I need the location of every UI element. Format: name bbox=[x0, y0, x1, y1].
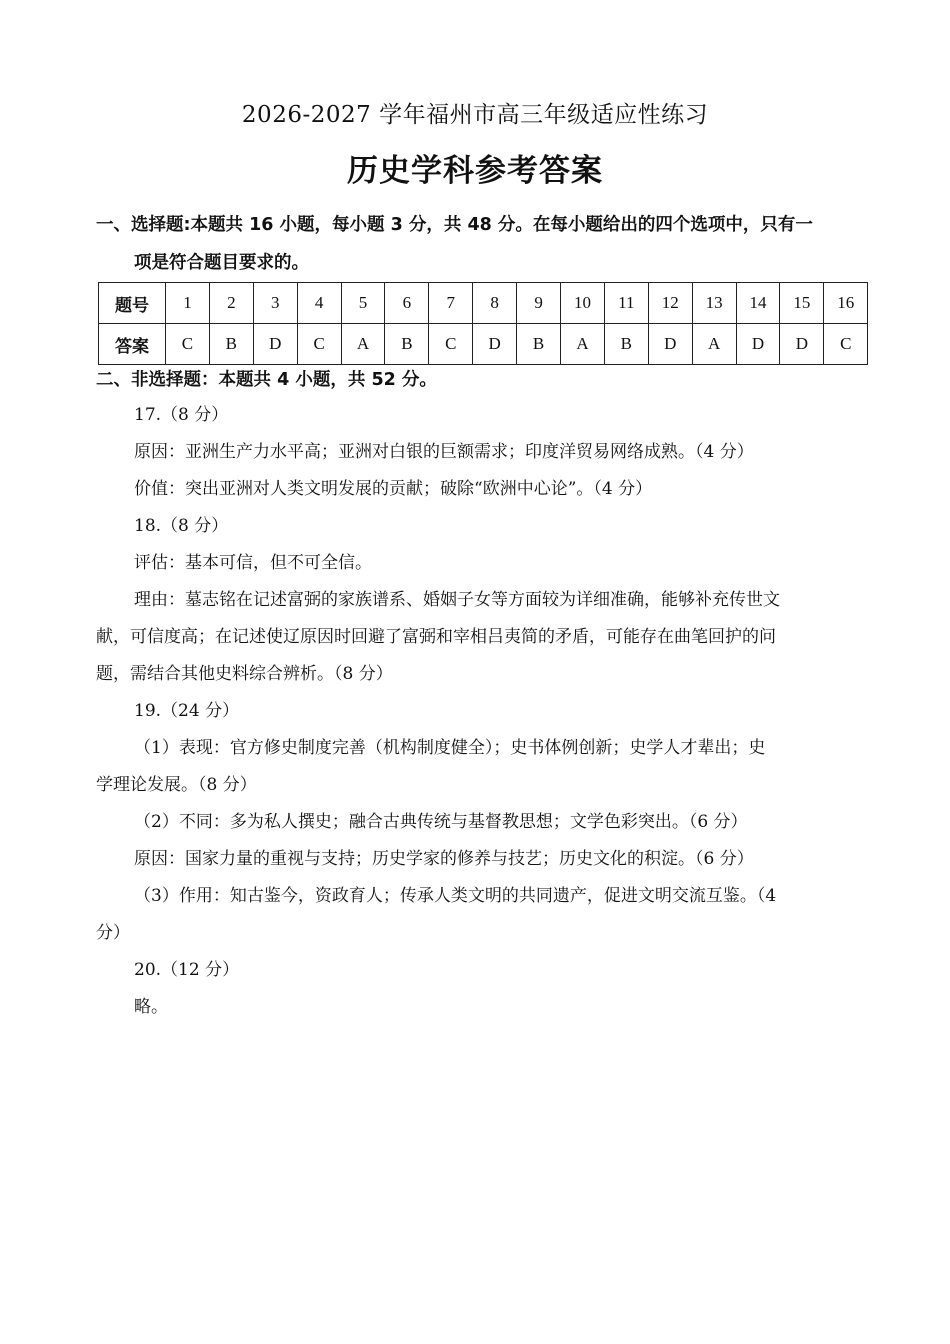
section2-heading: 二、非选择题：本题共 4 小题，共 52 分。 bbox=[96, 370, 437, 390]
q19-part1-line1: （1）表现：官方修史制度完善（机构制度健全）；史书体例创新；史学人才辈出；史 bbox=[134, 738, 766, 758]
q19-part1-line2: 学理论发展。（8 分） bbox=[96, 775, 257, 795]
q17-reason: 原因：亚洲生产力水平高；亚洲对白银的巨额需求；印度洋贸易网络成熟。（4 分） bbox=[134, 442, 754, 462]
question-number: 1 bbox=[166, 283, 210, 324]
answer-cell: D bbox=[253, 324, 297, 365]
question-number: 16 bbox=[824, 283, 868, 324]
q19-part2: （2）不同：多为私人撰史；融合古典传统与基督教思想；文学色彩突出。（6 分） bbox=[134, 812, 748, 832]
question-number: 11 bbox=[604, 283, 648, 324]
answer-cell: D bbox=[473, 324, 517, 365]
q18-reason-line2: 献，可信度高；在记述使辽原因时回避了富弼和宰相吕夷简的矛盾，可能存在曲笔回护的问 bbox=[96, 627, 776, 647]
question-number: 4 bbox=[297, 283, 341, 324]
section1-heading-line1: 一、选择题:本题共 16 小题，每小题 3 分，共 48 分。在每小题给出的四个选项中，只有一 bbox=[96, 215, 813, 235]
question-number: 12 bbox=[648, 283, 692, 324]
q19-part3-line2: 分） bbox=[96, 923, 130, 943]
row-label-answer: 答案 bbox=[99, 324, 166, 365]
answer-cell: C bbox=[297, 324, 341, 365]
question-number: 14 bbox=[736, 283, 780, 324]
q19-label: 19.（24 分） bbox=[134, 701, 240, 721]
q20-label: 20.（12 分） bbox=[134, 960, 240, 980]
answer-cell: C bbox=[824, 324, 868, 365]
answer-cell: C bbox=[429, 324, 473, 365]
row-label-number: 题号 bbox=[99, 283, 166, 324]
answer-cell: D bbox=[736, 324, 780, 365]
answer-cell: B bbox=[517, 324, 561, 365]
question-number: 3 bbox=[253, 283, 297, 324]
answer-cell: B bbox=[385, 324, 429, 365]
question-number: 10 bbox=[561, 283, 605, 324]
q19-part3-line1: （3）作用：知古鉴今，资政育人；传承人类文明的共同遗产，促进文明交流互鉴。（4 bbox=[134, 886, 777, 906]
answer-cell: A bbox=[341, 324, 385, 365]
q18-label: 18.（8 分） bbox=[134, 516, 229, 536]
answer-cell: A bbox=[561, 324, 605, 365]
q20-answer: 略。 bbox=[134, 997, 168, 1017]
answer-cell: B bbox=[604, 324, 648, 365]
question-number: 2 bbox=[209, 283, 253, 324]
question-number: 13 bbox=[692, 283, 736, 324]
section2-body bbox=[96, 397, 856, 1026]
question-number: 7 bbox=[429, 283, 473, 324]
question-number: 15 bbox=[780, 283, 824, 324]
answer-table bbox=[98, 282, 868, 365]
table-row-numbers bbox=[99, 283, 868, 324]
answer-cell: D bbox=[780, 324, 824, 365]
q18-reason-line1: 理由：墓志铭在记述富弼的家族谱系、婚姻子女等方面较为详细准确，能够补充传世文 bbox=[134, 590, 780, 610]
table-row-answers bbox=[99, 324, 868, 365]
answer-cell: A bbox=[692, 324, 736, 365]
answer-cell: C bbox=[166, 324, 210, 365]
question-number: 9 bbox=[517, 283, 561, 324]
q18-evaluation: 评估：基本可信，但不可全信。 bbox=[134, 553, 372, 573]
question-number: 8 bbox=[473, 283, 517, 324]
section1-heading-line2: 项是符合题目要求的。 bbox=[134, 253, 309, 273]
exam-title: 2026-2027 学年福州市高三年级适应性练习 bbox=[241, 102, 709, 128]
section1-heading bbox=[96, 206, 866, 282]
answer-cell: D bbox=[648, 324, 692, 365]
question-number: 6 bbox=[385, 283, 429, 324]
page-title: 历史学科参考答案 bbox=[347, 153, 603, 189]
answer-cell: B bbox=[209, 324, 253, 365]
q17-value: 价值：突出亚洲对人类文明发展的贡献；破除“欧洲中心论”。（4 分） bbox=[134, 479, 653, 499]
q18-reason-line3: 题，需结合其他史料综合辨析。（8 分） bbox=[96, 664, 393, 684]
q19-part2-reason: 原因：国家力量的重视与支持；历史学家的修养与技艺；历史文化的积淀。（6 分） bbox=[134, 849, 754, 869]
question-number: 5 bbox=[341, 283, 385, 324]
q17-label: 17.（8 分） bbox=[134, 405, 229, 425]
